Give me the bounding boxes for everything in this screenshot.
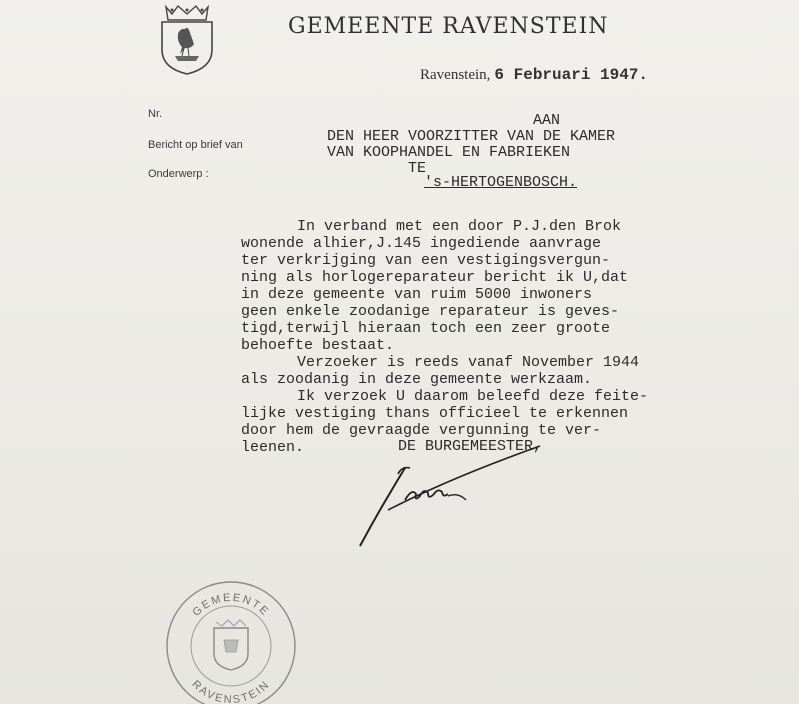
body-line: Ik verzoek U daarom beleefd deze feite- (297, 388, 649, 405)
body-line: Verzoeker is reeds vanaf November 1944 (297, 354, 640, 371)
address-city: 's-HERTOGENBOSCH. (424, 174, 578, 191)
body-line: in deze gemeente van ruim 5000 inwoners (241, 286, 593, 303)
stamp-bottom-text: RAVENSTEIN (189, 678, 273, 704)
body-line: behoefte bestaat. (241, 337, 395, 354)
address-line2: VAN KOOPHANDEL EN FABRIEKEN (327, 144, 571, 161)
address-aan: AAN (533, 112, 561, 129)
municipal-stamp-icon (164, 580, 298, 704)
body-line: door hem de gevraagde vergunning te ver- (241, 422, 602, 439)
body-line: wonende alhier,J.145 ingediende aanvrage (241, 235, 602, 252)
label-onderwerp: Onderwerp : (148, 168, 209, 180)
letter-place: Ravenstein, (420, 67, 491, 83)
body-line: tigd,terwijl hieraan toch een zeer groote (241, 320, 611, 337)
body-line: In verband met een door P.J.den Brok (297, 218, 622, 235)
letterhead-title: GEMEENTE RAVENSTEIN (288, 14, 609, 39)
body-line: geen enkele zoodanige reparateur is geves- (241, 303, 620, 320)
body-line: als zoodanig in deze gemeente werkzaam. (241, 371, 593, 388)
place-date (420, 66, 648, 84)
municipal-crest-bird-icon (158, 4, 216, 76)
address-te: TE (408, 160, 427, 177)
closing-title: DE BURGEMEESTER, (398, 438, 543, 455)
label-nr: Nr. (148, 108, 163, 120)
body-line: leenen. (241, 439, 305, 456)
address-line1: DEN HEER VOORZITTER VAN DE KAMER (327, 128, 616, 145)
body-line: ter verkrijging van een vestigingsvergun- (241, 252, 611, 269)
body-line: lijke vestiging thans officieel te erkennen (241, 405, 629, 422)
body-line: ning als horlogereparateur bericht ik U,dat (241, 269, 629, 286)
letter-date: 6 Februari 1947. (494, 66, 649, 84)
label-bericht: Bericht op brief van (148, 139, 243, 151)
stamp-top-text: GEMEENTE (190, 591, 272, 619)
signature-icon (350, 438, 550, 553)
